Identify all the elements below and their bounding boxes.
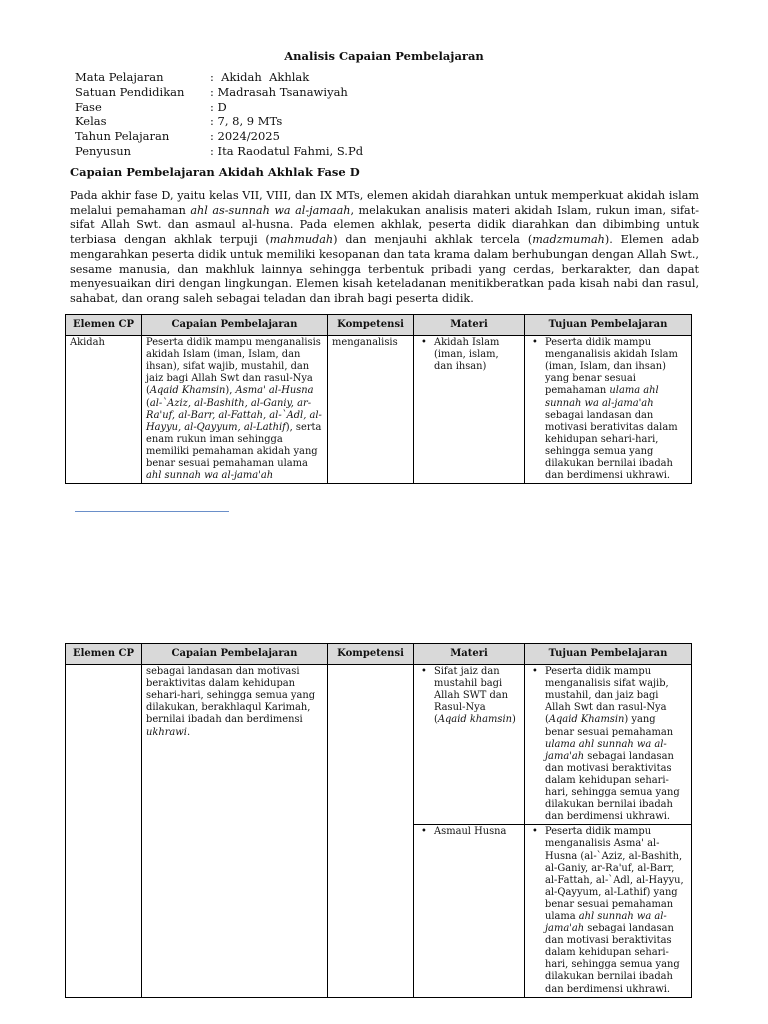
header-capaian: Capaian Pembelajaran bbox=[142, 644, 328, 665]
cell-tujuan bbox=[525, 336, 692, 484]
meta-value: : Akidah Akhlak bbox=[210, 70, 310, 84]
metadata-block bbox=[75, 70, 363, 159]
cp-table-page1 bbox=[65, 314, 692, 484]
cell-capaian: sebagai landasan dan motivasi beraktivitas dalam kehidupan sehari-hari, sehingga semua yang dilakukan, berakhlaqul Karimah, bernilai ibadah dan berdimensi ukhrawi. bbox=[142, 665, 328, 998]
meta-label: Satuan Pendidikan bbox=[75, 84, 185, 99]
list-item: • Asmaul Husna bbox=[418, 826, 520, 838]
cell-materi bbox=[414, 825, 525, 997]
header-tujuan: Tujuan Pembelajaran bbox=[525, 315, 692, 336]
meta-row-author bbox=[75, 144, 363, 159]
table-header-row bbox=[66, 644, 692, 665]
meta-value: : D bbox=[210, 99, 227, 114]
cell-capaian: Peserta didik mampu menganalisis akidah Islam (iman, Islam, dan ihsan), sifat wajib, mustahil, dan jaiz bagi Allah Swt dan rasul-Nya (Aqaid Khamsin), Asma' al-Husna (al-`Aziz, al-Bashith, al-Ganiy, ar-Ra'uf, al-Barr, al-Fattah, al-`Adl, al-Hayyu, al-Qayyum, al-Lathif), serta enam rukun iman sehingga memiliki pemahaman akidah yang benar sesuai pemahaman ulama ahl sunnah wa al-jama'ah bbox=[142, 336, 328, 484]
document-title: Analisis Capaian Pembelajaran bbox=[284, 49, 484, 63]
meta-row-phase bbox=[75, 100, 363, 115]
list-item: • Peserta didik mampu menganalisis akidah Islam (iman, Islam, dan ihsan) yang benar sesuai pemahaman ulama ahl sunnah wa al-jama'ah sebagai landasan dan motivasi berativitas dalam kehidupan sehari-hari, sehingga semua yang dilakukan bernilai ibadah dan berdimensi ukhrawi. bbox=[529, 337, 687, 482]
meta-row-year bbox=[75, 129, 363, 144]
section-heading: Capaian Pembelajaran Akidah Akhlak Fase D bbox=[70, 165, 360, 179]
header-capaian: Capaian Pembelajaran bbox=[142, 315, 328, 336]
meta-row-school bbox=[75, 85, 363, 100]
list-item: • Peserta didik mampu menganalisis Asma' al-Husna (al-`Aziz, al-Bashith, al-Ganiy, ar-Ra'uf, al-Barr, al-Fattah, al-`Adl, al-Hayyu, al-Qayyum, al-Lathif) yang benar sesuai pemahaman ulama ahl sunnah wa al-jama'ah sebagai landasan dan motivasi beraktivitas dalam kehidupan sehari-hari, sehingga semua yang dilakukan bernilai ibadah dan berdimensi ukhrawi. bbox=[529, 826, 687, 995]
meta-label: Penyusun bbox=[75, 143, 132, 158]
cp-table-page2 bbox=[65, 643, 692, 998]
header-tujuan: Tujuan Pembelajaran bbox=[525, 644, 692, 665]
header-kompetensi: Kompetensi bbox=[328, 315, 414, 336]
header-elemen: Elemen CP bbox=[66, 644, 142, 665]
table-row bbox=[66, 336, 692, 484]
meta-label: Fase bbox=[75, 99, 102, 114]
meta-label: Mata Pelajaran bbox=[75, 70, 164, 84]
cell-elemen bbox=[66, 665, 142, 998]
meta-value: : 7, 8, 9 MTs bbox=[210, 114, 283, 129]
header-materi: Materi bbox=[414, 644, 525, 665]
table-header-row bbox=[66, 315, 692, 336]
cell-tujuan bbox=[525, 665, 692, 825]
meta-value: : Ita Raodatul Fahmi, S.Pd bbox=[210, 143, 364, 158]
cell-kompetensi bbox=[328, 665, 414, 998]
cell-elemen: Akidah bbox=[66, 336, 142, 484]
meta-value: : 2024/2025 bbox=[210, 129, 280, 144]
header-kompetensi: Kompetensi bbox=[328, 644, 414, 665]
meta-value: : Madrasah Tsanawiyah bbox=[210, 84, 348, 99]
header-elemen: Elemen CP bbox=[66, 315, 142, 336]
cell-materi bbox=[414, 665, 525, 825]
list-item: • Akidah Islam (iman, islam, dan ihsan) bbox=[418, 337, 520, 373]
cell-kompetensi: menganalisis bbox=[328, 336, 414, 484]
footnote-separator bbox=[75, 511, 229, 512]
list-item: • Sifat jaiz dan mustahil bagi Allah SWT dan Rasul-Nya (Aqaid khamsin) bbox=[418, 666, 520, 726]
list-item: • Peserta didik mampu menganalisis sifat wajib, mustahil, dan jaiz bagi Allah Swt dan rasul-Nya (Aqaid Khamsin) yang benar sesuai pemahaman ulama ahl sunnah wa al-jama'ah sebagai landasan dan motivasi beraktivitas dalam kehidupan sehari-hari, sehingga semua yang dilakukan bernilai ibadah dan berdimensi ukhrawi. bbox=[529, 666, 687, 823]
table-row bbox=[66, 665, 692, 825]
header-materi: Materi bbox=[414, 315, 525, 336]
cell-tujuan bbox=[525, 825, 692, 997]
cell-materi bbox=[414, 336, 525, 484]
intro-paragraph bbox=[70, 189, 699, 307]
meta-row-class bbox=[75, 114, 363, 129]
meta-row-subject bbox=[75, 70, 363, 85]
meta-label: Kelas bbox=[75, 114, 107, 129]
paragraph-text: Pada akhir fase D, yaitu kelas VII, VIII, dan IX MTs, elemen akidah diarahkan untuk memperkuat akidah islam melalui pemahaman ahl as-sunnah wa al-jamaah, melakukan analisis materi akidah Islam, rukun iman, sifat-sifat Allah Swt. dan asmaul al-husna. Pada elemen akhlak, peserta didik diarahkan dan dibimbing untuk terbiasa dengan akhlak terpuji (mahmudah) dan menjauhi akhlak tercela (madzmumah). Elemen adab mengarahkan peserta didik untuk memiliki kesopanan dan tata krama dalam berhubungan dengan Allah Swt., sesame manusia, dan makhluk lainnya sehingga terbentuk pribadi yang cerdas, berkarakter, dan dapat menyesuaikan diri dengan lingkungan. Elemen kisah keteladanan menitikberatkan pada kisah nabi dan rasul, sahabat, dan orang saleh sebagai teladan dan ibrah bagi peserta didik. bbox=[70, 189, 700, 305]
meta-label: Tahun Pelajaran bbox=[75, 129, 170, 144]
